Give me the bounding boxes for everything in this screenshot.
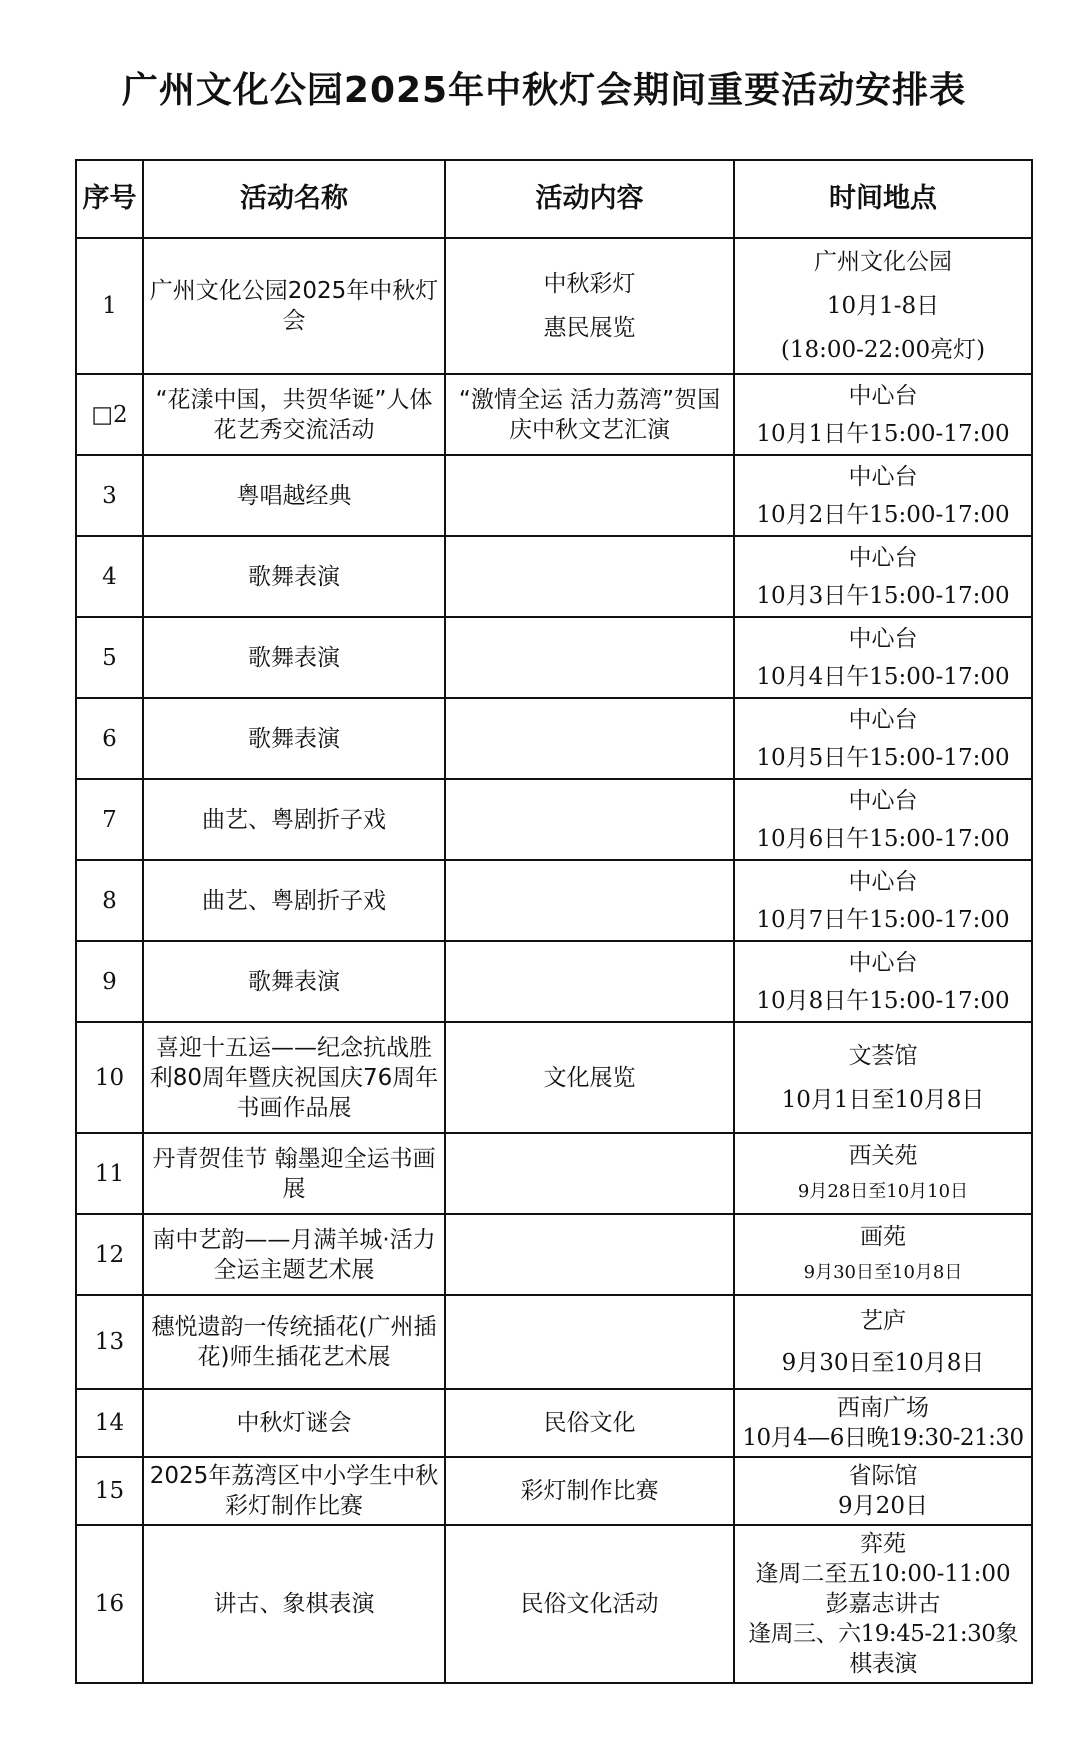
header-index: 序号	[76, 160, 143, 238]
date-time: 9月30日至10月8日	[781, 1350, 985, 1376]
time-location	[734, 779, 1032, 860]
table-row	[76, 1133, 1032, 1214]
time-location	[734, 1295, 1032, 1389]
activity-content: “激情全运 活力荔湾”贺国庆中秋文艺汇演	[445, 374, 734, 455]
date-time: 10月5日午15:00-17:00	[756, 744, 1010, 771]
venue: 中心台	[848, 382, 918, 409]
activity-name: 歌舞表演	[143, 698, 445, 779]
date-time: 10月3日午15:00-17:00	[756, 582, 1010, 609]
activity-name: 曲艺、粤剧折子戏	[143, 779, 445, 860]
activity-name: 讲古、象棋表演	[143, 1525, 445, 1683]
time-location	[734, 1457, 1032, 1525]
date-time: 10月1日至10月8日	[781, 1086, 985, 1113]
schedule-line: 逢周二至五10:00-11:00	[755, 1561, 1011, 1587]
activity-name: 丹青贺佳节 翰墨迎全运书画展	[143, 1133, 445, 1214]
activity-name: 粤唱越经典	[143, 455, 445, 536]
activity-content	[445, 617, 734, 698]
activity-content	[445, 1295, 734, 1389]
activity-name: 歌舞表演	[143, 941, 445, 1022]
venue: 西关苑	[848, 1142, 918, 1169]
time-location	[734, 617, 1032, 698]
date-time: 10月6日午15:00-17:00	[756, 825, 1010, 852]
venue: 中心台	[848, 868, 918, 895]
row-index: 1	[76, 238, 143, 374]
time-location	[734, 1133, 1032, 1214]
time-location	[734, 374, 1032, 455]
time-location	[734, 860, 1032, 941]
row-index: 15	[76, 1457, 143, 1525]
activity-content	[445, 941, 734, 1022]
row-index: 4	[76, 536, 143, 617]
venue: 广州文化公园	[814, 249, 952, 275]
table-row	[76, 1457, 1032, 1525]
date-time: 10月1-8日	[826, 293, 940, 319]
table-row	[76, 941, 1032, 1022]
page-title: 广州文化公园2025年中秋灯会期间重要活动安排表	[121, 70, 967, 111]
time-location	[734, 941, 1032, 1022]
time-location	[734, 238, 1032, 374]
venue: 中心台	[848, 787, 918, 814]
venue: 艺庐	[860, 1308, 906, 1334]
row-index: 6	[76, 698, 143, 779]
venue: 文荟馆	[848, 1042, 918, 1069]
schedule-table	[75, 159, 1033, 1684]
header-activity-name: 活动名称	[143, 160, 445, 238]
venue: 省际馆	[848, 1463, 918, 1489]
time-location	[734, 1022, 1032, 1133]
venue: 中心台	[848, 463, 918, 490]
time-location	[734, 1389, 1032, 1457]
activity-content	[445, 1133, 734, 1214]
activity-content	[445, 455, 734, 536]
activity-name: 歌舞表演	[143, 617, 445, 698]
venue: 弈苑	[860, 1531, 906, 1557]
table-row	[76, 1214, 1032, 1295]
date-time: 10月4—6日晚19:30-21:30	[742, 1425, 1024, 1451]
activity-content: 彩灯制作比赛	[445, 1457, 734, 1525]
activity-name: 南中艺韵——月满羊城·活力全运主题艺术展	[143, 1214, 445, 1295]
table-row	[76, 1525, 1032, 1683]
table-row	[76, 1389, 1032, 1457]
row-index: 5	[76, 617, 143, 698]
table-row	[76, 698, 1032, 779]
date-time: 10月7日午15:00-17:00	[756, 906, 1010, 933]
schedule-line: 逢周三、六19:45-21:30象棋表演	[748, 1621, 1018, 1677]
row-index: 9	[76, 941, 143, 1022]
time-location	[734, 455, 1032, 536]
row-index: 13	[76, 1295, 143, 1389]
activity-name: 广州文化公园2025年中秋灯会	[143, 238, 445, 374]
activity-content	[445, 860, 734, 941]
time-location	[734, 1214, 1032, 1295]
row-index: 14	[76, 1389, 143, 1457]
table-row	[76, 779, 1032, 860]
venue: 中心台	[848, 949, 918, 976]
activity-content: 民俗文化	[445, 1389, 734, 1457]
date-time: 10月4日午15:00-17:00	[756, 663, 1010, 690]
content-line: 惠民展览	[543, 315, 636, 341]
row-index: □2	[76, 374, 143, 455]
date-time: 9月28日至10月10日	[797, 1180, 969, 1202]
content-line: 中秋彩灯	[543, 271, 636, 297]
date-time: 9月30日至10月8日	[803, 1261, 963, 1283]
activity-content: 文化展览	[445, 1022, 734, 1133]
table-row	[76, 374, 1032, 455]
header-row	[76, 160, 1032, 238]
activity-name: “花漾中国，共贺华诞”人体花艺秀交流活动	[143, 374, 445, 455]
row-index: 8	[76, 860, 143, 941]
date-time: 9月20日	[838, 1493, 928, 1519]
venue: 中心台	[848, 706, 918, 733]
activity-content: 民俗文化活动	[445, 1525, 734, 1683]
header-activity-content: 活动内容	[445, 160, 734, 238]
venue: 中心台	[848, 544, 918, 571]
date-time: 10月1日午15:00-17:00	[756, 420, 1010, 447]
row-index: 10	[76, 1022, 143, 1133]
venue: 画苑	[860, 1223, 906, 1250]
activity-name: 穗悦遗韵一传统插花(广州插花)师生插花艺术展	[143, 1295, 445, 1389]
row-index: 3	[76, 455, 143, 536]
activity-content	[445, 779, 734, 860]
activity-content	[445, 698, 734, 779]
row-index: 7	[76, 779, 143, 860]
time-location	[734, 698, 1032, 779]
row-index: 11	[76, 1133, 143, 1214]
table-row	[76, 1295, 1032, 1389]
activity-name: 中秋灯谜会	[143, 1389, 445, 1457]
table-row	[76, 860, 1032, 941]
note: (18:00-22:00亮灯)	[780, 337, 986, 363]
activity-name: 歌舞表演	[143, 536, 445, 617]
activity-name: 喜迎十五运——纪念抗战胜利80周年暨庆祝国庆76周年书画作品展	[143, 1022, 445, 1133]
row-index: 12	[76, 1214, 143, 1295]
time-location	[734, 536, 1032, 617]
row-index: 16	[76, 1525, 143, 1683]
activity-name: 2025年荔湾区中小学生中秋彩灯制作比赛	[143, 1457, 445, 1525]
activity-content	[445, 238, 734, 374]
venue: 中心台	[848, 625, 918, 652]
date-time: 10月8日午15:00-17:00	[756, 987, 1010, 1014]
table-row	[76, 617, 1032, 698]
table-row	[76, 238, 1032, 374]
header-time-location: 时间地点	[734, 160, 1032, 238]
activity-content	[445, 536, 734, 617]
table-row	[76, 1022, 1032, 1133]
time-location	[734, 1525, 1032, 1683]
activity-name: 曲艺、粤剧折子戏	[143, 860, 445, 941]
table-row	[76, 455, 1032, 536]
table-row	[76, 536, 1032, 617]
activity-content	[445, 1214, 734, 1295]
venue: 西南广场	[837, 1395, 929, 1421]
schedule-line: 彭嘉志讲古	[825, 1591, 941, 1617]
date-time: 10月2日午15:00-17:00	[756, 501, 1010, 528]
